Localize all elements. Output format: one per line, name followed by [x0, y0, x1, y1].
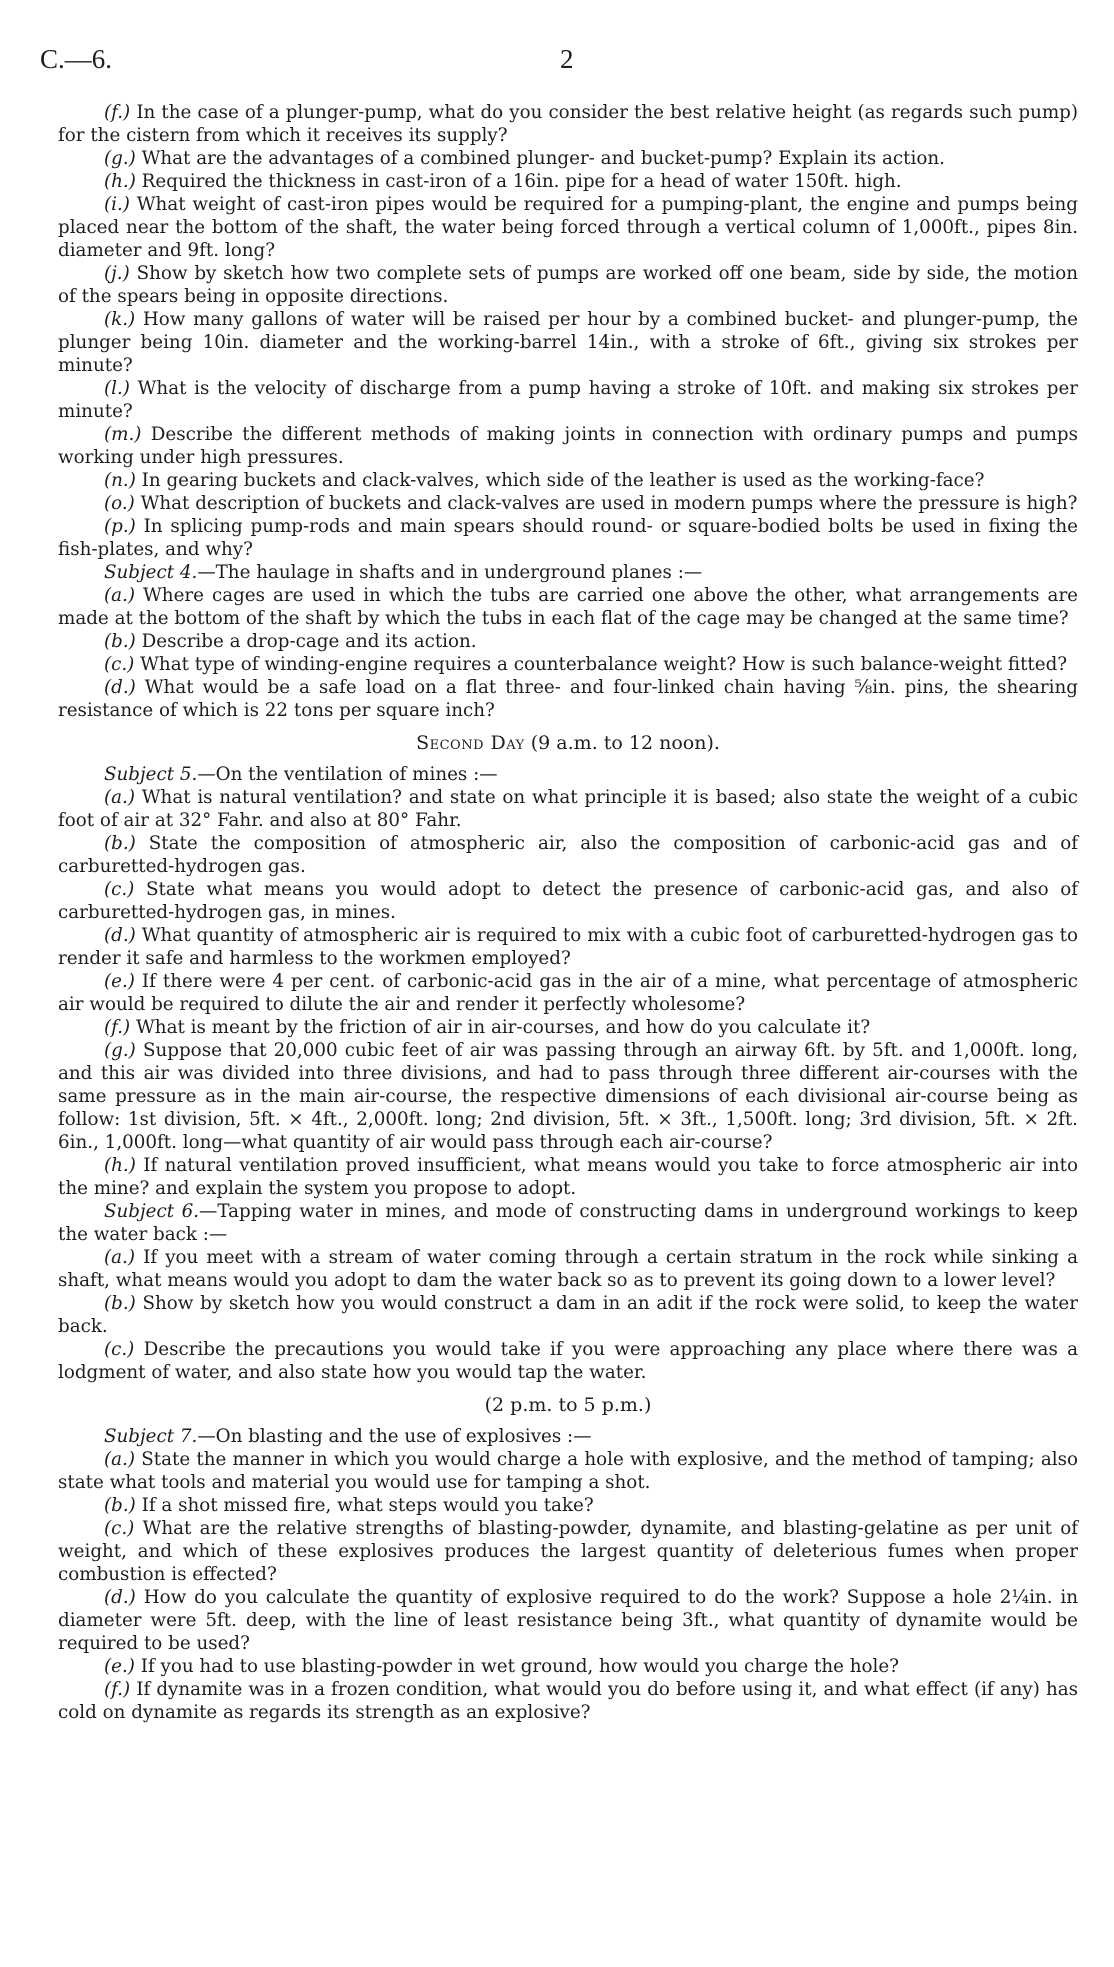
question-label: (a.): [104, 1449, 135, 1470]
document-body: [58, 101, 1078, 1724]
second-day-heading: [58, 732, 1078, 755]
question-item: [58, 630, 1078, 653]
question-text: If you meet with a stream of water coming through a certain stratum in the rock while sinking a shaft, what means would you adopt to dam the water back so as to prevent its going down to a lower level?: [58, 1247, 1078, 1291]
question-label: (a.): [104, 787, 135, 808]
question-item: [58, 878, 1078, 924]
question-label: (p.): [104, 516, 136, 537]
subject-label: Subject 7.: [104, 1426, 198, 1447]
document-code: C.—6.: [40, 44, 113, 74]
question-text: State the manner in which you would charge a hole with explosive, and the method of tamping; also state what tools and material you would use for tamping a shot.: [58, 1449, 1078, 1493]
subject-7-section: [58, 1425, 1078, 1724]
subject-4-section: [58, 561, 1078, 722]
question-label: (h.): [104, 1155, 136, 1176]
question-item: [58, 308, 1078, 377]
question-text: If a shot missed fire, what steps would you take?: [141, 1495, 594, 1516]
subject-label: Subject 4.: [104, 562, 198, 583]
question-item: [58, 1655, 1078, 1678]
question-item: [58, 377, 1078, 423]
question-label: (a.): [104, 585, 135, 606]
question-item: [58, 1246, 1078, 1292]
question-item: [58, 653, 1078, 676]
question-item: [58, 101, 1078, 147]
question-text: What would be a safe load on a flat three- and four-linked chain having ⅝in. pins, the shearing resistance of which is 22 tons per square inch?: [58, 677, 1078, 721]
question-text: In the case of a plunger-pump, what do you consider the best relative height (as regards such pump) for the cistern from which it receives its supply?: [58, 102, 1079, 146]
question-label: (b.): [104, 1495, 136, 1516]
question-label: (d.): [104, 677, 136, 698]
question-item: [58, 924, 1078, 970]
question-label: (m.): [104, 424, 142, 445]
question-label: (f.): [104, 102, 131, 123]
question-text: How do you calculate the quantity of explosive required to do the work? Suppose a hole 2¼in. in diameter were 5ft. deep, with the line of least resistance being 3ft., what quantity of dynamite would be required to be used?: [58, 1587, 1079, 1654]
second-day-time: (9 a.m. to 12 noon).: [530, 732, 720, 754]
question-text: What type of winding-engine requires a counterbalance weight? How is such balance-weight fitted?: [140, 654, 1068, 675]
question-label: (l.): [104, 378, 130, 399]
subject-title: —Tapping water in mines, and mode of constructing dams in underground workings to keep the water back :—: [58, 1201, 1078, 1245]
question-label: (c.): [104, 654, 135, 675]
afternoon-heading: (2 p.m. to 5 p.m.): [484, 1394, 652, 1416]
question-item: [58, 423, 1078, 469]
question-label: (k.): [104, 309, 136, 330]
question-item: [58, 832, 1078, 878]
question-item: [58, 1448, 1078, 1494]
question-text: If there were 4 per cent. of carbonic-acid gas in the air of a mine, what percentage of atmospheric air would be required to dilute the air and render it perfectly wholesome?: [58, 971, 1078, 1015]
question-text: In splicing pump-rods and main spears should round- or square-bodied bolts be used in fixing the fish-plates, and why?: [58, 516, 1079, 560]
question-text: How many gallons of water will be raised per hour by a combined bucket- and plunger-pump, the plunger being 10in. diameter and the working-barrel 14in., with a stroke of 6ft., giving six strokes per minute?: [58, 309, 1078, 376]
question-label: (b.): [104, 631, 136, 652]
question-text: Describe a drop-cage and its action.: [141, 631, 477, 652]
question-item: [58, 786, 1078, 832]
question-label: (o.): [104, 493, 135, 514]
question-label: (e.): [104, 1656, 135, 1677]
question-item: [58, 1338, 1078, 1384]
question-text: If dynamite was in a frozen condition, what would you do before using it, and what effect (if any) has cold on dynamite as regards its strength as an explosive?: [58, 1679, 1078, 1723]
subject-label: Subject 6.: [104, 1201, 200, 1222]
question-item: [58, 1494, 1078, 1517]
question-text: State what means you would adopt to detect the presence of carbonic-acid gas, and also of carburetted-hydrogen gas, in mines.: [58, 879, 1079, 923]
question-text: Show by sketch how you would construct a dam in an adit if the rock were solid, to keep the water back.: [58, 1293, 1078, 1337]
question-text: Describe the different methods of making joints in connection with ordinary pumps and pumps working under high pressures.: [58, 424, 1078, 468]
question-item: [58, 193, 1078, 262]
question-item: [58, 147, 1078, 170]
question-text: Required the thickness in cast-iron of a 16in. pipe for a head of water 150ft. high.: [141, 171, 902, 192]
question-item: [58, 584, 1078, 630]
subject-title: —The haulage in shafts and in underground planes :—: [197, 562, 703, 583]
question-text: Show by sketch how two complete sets of pumps are worked off one beam, side by side, the motion of the spears being in opposite directions.: [58, 263, 1079, 307]
question-text: If natural ventilation proved insufficient, what means would you take to force atmospheric air into the mine? and explain the system you propose to adopt.: [58, 1155, 1078, 1199]
question-label: (d.): [104, 925, 136, 946]
question-label: (e.): [104, 971, 135, 992]
question-label: (g.): [104, 1040, 136, 1061]
question-text: What description of buckets and clack-valves are used in modern pumps where the pressure is high?: [140, 493, 1078, 514]
question-label: (g.): [104, 148, 136, 169]
subject-title: —On the ventilation of mines :—: [197, 764, 498, 785]
question-item: [58, 262, 1078, 308]
question-text: Suppose that 20,000 cubic feet of air was passing through an airway 6ft. by 5ft. and 1,000ft. long, and this air was divided into three divisions, and had to pass through three different air-courses with the same pressure as in the main air-course, the respective dimensions of each divisional air-course being as follow: 1st division, 5ft. × 4ft., 2,000ft. long; 2nd division, 5ft. × 3ft., 1,500ft. long; 3rd division, 5ft. × 2ft. 6in., 1,000ft. long—what quantity of air would pass through each air-course?: [58, 1040, 1078, 1153]
question-label: (a.): [104, 1247, 135, 1268]
question-item: [58, 1016, 1078, 1039]
question-text: What is meant by the friction of air in air-courses, and how do you calculate it?: [136, 1017, 871, 1038]
question-text: Where cages are used in which the tubs are carried one above the other, what arrangements are made at the bottom of the shaft by which the tubs in each flat of the cage may be changed at the same time?: [58, 585, 1079, 629]
question-text: In gearing buckets and clack-valves, which side of the leather is used as the working-face?: [141, 470, 985, 491]
question-item: [58, 492, 1078, 515]
question-item: [58, 515, 1078, 561]
question-label: (i.): [104, 194, 130, 215]
question-label: (c.): [104, 1518, 135, 1539]
question-label: (n.): [104, 470, 136, 491]
question-label: (d.): [104, 1587, 136, 1608]
subject-title: —On blasting and the use of explosives :—: [197, 1426, 592, 1447]
question-text: What are the advantages of a combined plunger- and bucket-pump? Explain its action.: [141, 148, 945, 169]
question-item: [58, 1039, 1078, 1154]
subject-heading: [58, 1425, 1078, 1448]
question-label: (c.): [104, 1339, 135, 1360]
question-label: (c.): [104, 879, 135, 900]
question-item: [58, 1517, 1078, 1586]
subject-heading: [58, 763, 1078, 786]
subject-heading: [58, 1200, 1078, 1246]
subject-3-questions: [58, 101, 1078, 561]
second-day-label: Second Day: [416, 732, 525, 754]
question-text: What weight of cast-iron pipes would be required for a pumping-plant, the engine and pumps being placed near the bottom of the shaft, the water being forced through a vertical column of 1,000ft., pipes 8in. diameter and 9ft. long?: [58, 194, 1078, 261]
question-text: Describe the precautions you would take if you were approaching any place where there was a lodgment of water, and also state how you would tap the water.: [58, 1339, 1078, 1383]
question-item: [58, 970, 1078, 1016]
question-item: [58, 1586, 1078, 1655]
question-item: [58, 1154, 1078, 1200]
question-text: What is natural ventilation? and state on what principle it is based; also state the weight of a cubic foot of air at 32° Fahr. and also at 80° Fahr.: [58, 787, 1078, 831]
question-text: What is the velocity of discharge from a pump having a stroke of 10ft. and making six strokes per minute?: [58, 378, 1079, 422]
question-label: (h.): [104, 171, 136, 192]
question-item: [58, 1678, 1078, 1724]
subject-6-section: [58, 1200, 1078, 1384]
question-label: (f.): [104, 1017, 131, 1038]
subject-5-section: [58, 763, 1078, 1200]
question-item: [58, 1292, 1078, 1338]
question-text: What are the relative strengths of blasting-powder, dynamite, and blasting-gelatine as per unit of weight, and which of these explosives produces the largest quantity of deleterious fumes when proper combustion is effected?: [58, 1518, 1079, 1585]
question-text: If you had to use blasting-powder in wet ground, how would you charge the hole?: [140, 1656, 899, 1677]
subject-label: Subject 5.: [104, 764, 198, 785]
question-item: [58, 469, 1078, 492]
question-label: (b.): [104, 1293, 136, 1314]
question-text: State the composition of atmospheric air, also the composition of carbonic-acid gas and of carburetted-hydrogen gas.: [58, 833, 1078, 877]
page-number: 2: [560, 44, 574, 74]
question-label: (b.): [104, 833, 136, 854]
question-item: [58, 170, 1078, 193]
question-item: [58, 676, 1078, 722]
question-label: (f.): [104, 1679, 131, 1700]
question-label: (j.): [104, 263, 130, 284]
subject-heading: [58, 561, 1078, 584]
question-text: What quantity of atmospheric air is required to mix with a cubic foot of carburetted-hydrogen gas to render it safe and harmless to the workmen employed?: [58, 925, 1078, 969]
